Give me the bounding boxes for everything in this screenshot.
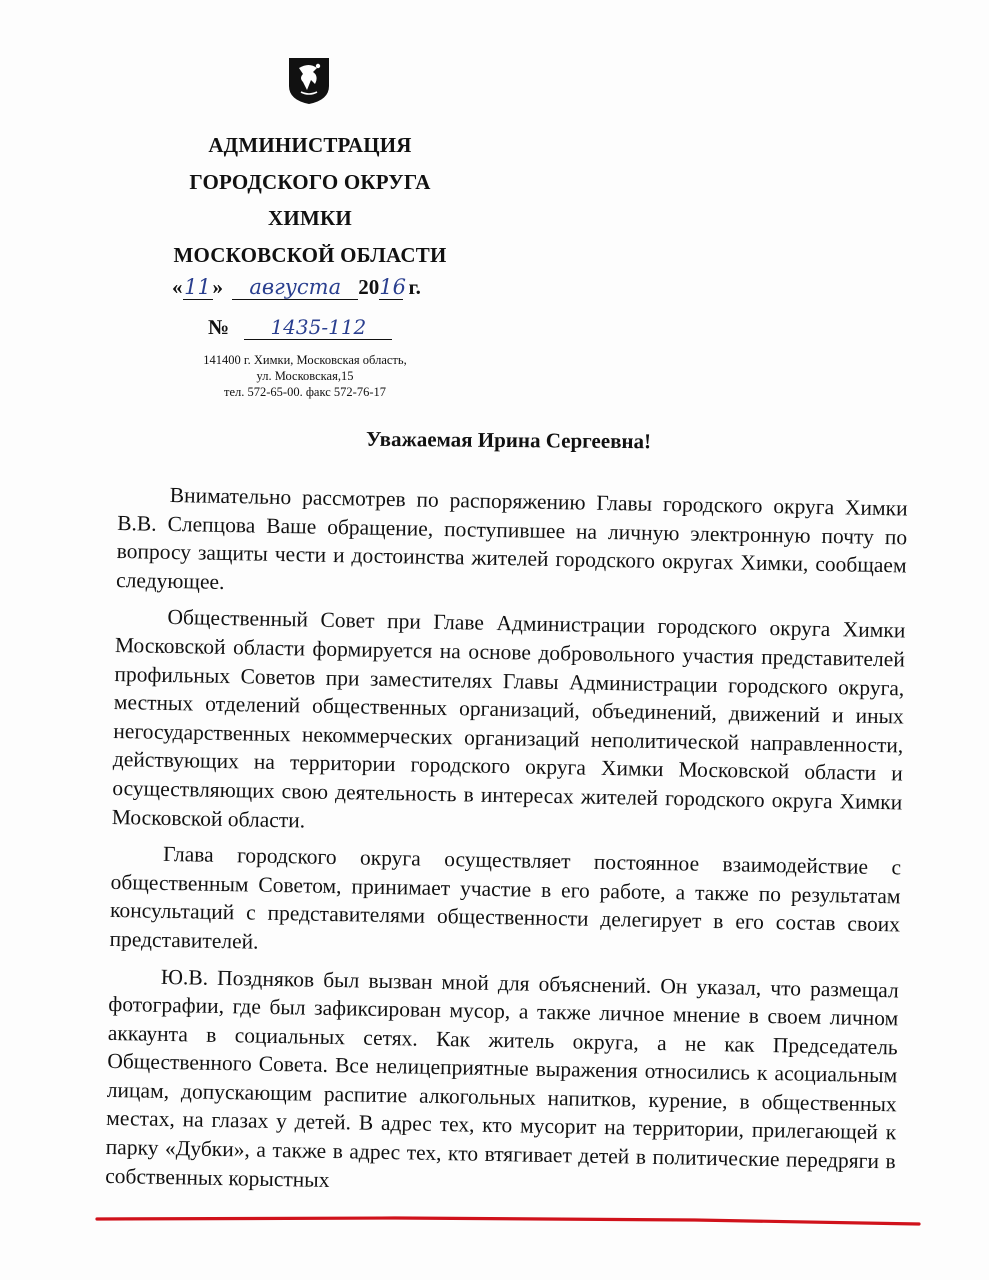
date-year-prefix: 20 <box>358 275 380 299</box>
org-name-line-3: ХИМКИ <box>268 206 352 230</box>
red-underline-annotation <box>95 1213 921 1227</box>
paragraph-3: Глава городского округа осуществляет постоянное взаимодействие с общественным Советом, принимает участие в его работе, а также по результатам консультаций с представителями общественности делегирует в его состав своих представителей. <box>109 842 902 954</box>
letter-number <box>208 315 392 340</box>
number-value: 1435-112 <box>244 315 392 340</box>
date-day: 11 <box>184 275 211 299</box>
org-name-line-2: ГОРОДСКОГО ОКРУГА <box>189 170 431 194</box>
paragraph-2: Общественный Совет при Главе Администрации городского округа Химки Московской области формируется на основе добровольного участия представителей профильных Советов при заместителях Главы Администрации городского округа, местных отделений общественных организаций, объединений, движений и иных негосударственных некоммерческих организаций неполитической направленности, действующих на территории городского округа Химки Московской области и осуществляющих свою деятельность в интересах жителей городского округа Химки Московской области. <box>111 605 906 833</box>
address-line-2: ул. Московская,15 <box>256 369 354 383</box>
org-name-line-1: АДМИНИСТРАЦИЯ <box>208 133 412 157</box>
letter-date <box>172 275 421 300</box>
date-year-unit: г. <box>408 275 421 299</box>
paragraph-1: Внимательно рассмотрев по распоряжению Главы городского округа Химки В.В. Слепцова Ваше обращение, поступившее на личную электронную почту по вопросу защиты чести и достоинства жителей городского округах Химки, сообщаем следующее. <box>115 482 908 594</box>
salutation: Уважаемая Ирина Сергеевна! <box>365 426 652 454</box>
sender-address <box>180 352 430 400</box>
address-line-1: 141400 г. Химки, Московская область, <box>203 353 407 367</box>
date-open-quote: « <box>172 275 183 299</box>
letter-body <box>105 480 908 1205</box>
coat-of-arms-icon <box>287 56 331 106</box>
paragraph-4: Ю.В. Поздняков был вызван мной для объяснений. Он указал, что размещал фотографии, где был зафиксирован мусор, а также личное мнение в своем личном аккаунта в социальных сетях. Как житель округа, а не как Председатель Общественного Совета. Все нелицеприятные выражения относились к асоциальным лицам, допускающим распитие алкогольных напитков, курение, в общественных местах, на глазах у детей. В адрес тех, кто мусорит на территории, прилегающей к парку «Дубки», а также в адрес тех, кто втягивает детей в политические передряги в собственных корыстных <box>105 964 900 1192</box>
date-close-quote: » <box>212 275 223 299</box>
org-name-line-4: МОСКОВСКОЙ ОБЛАСТИ <box>173 243 447 267</box>
address-line-3: тел. 572-65-00. факс 572-76-17 <box>224 385 386 399</box>
number-label: № <box>208 315 230 339</box>
date-month: августа <box>232 275 358 300</box>
date-year-suffix: 16 <box>379 275 406 299</box>
